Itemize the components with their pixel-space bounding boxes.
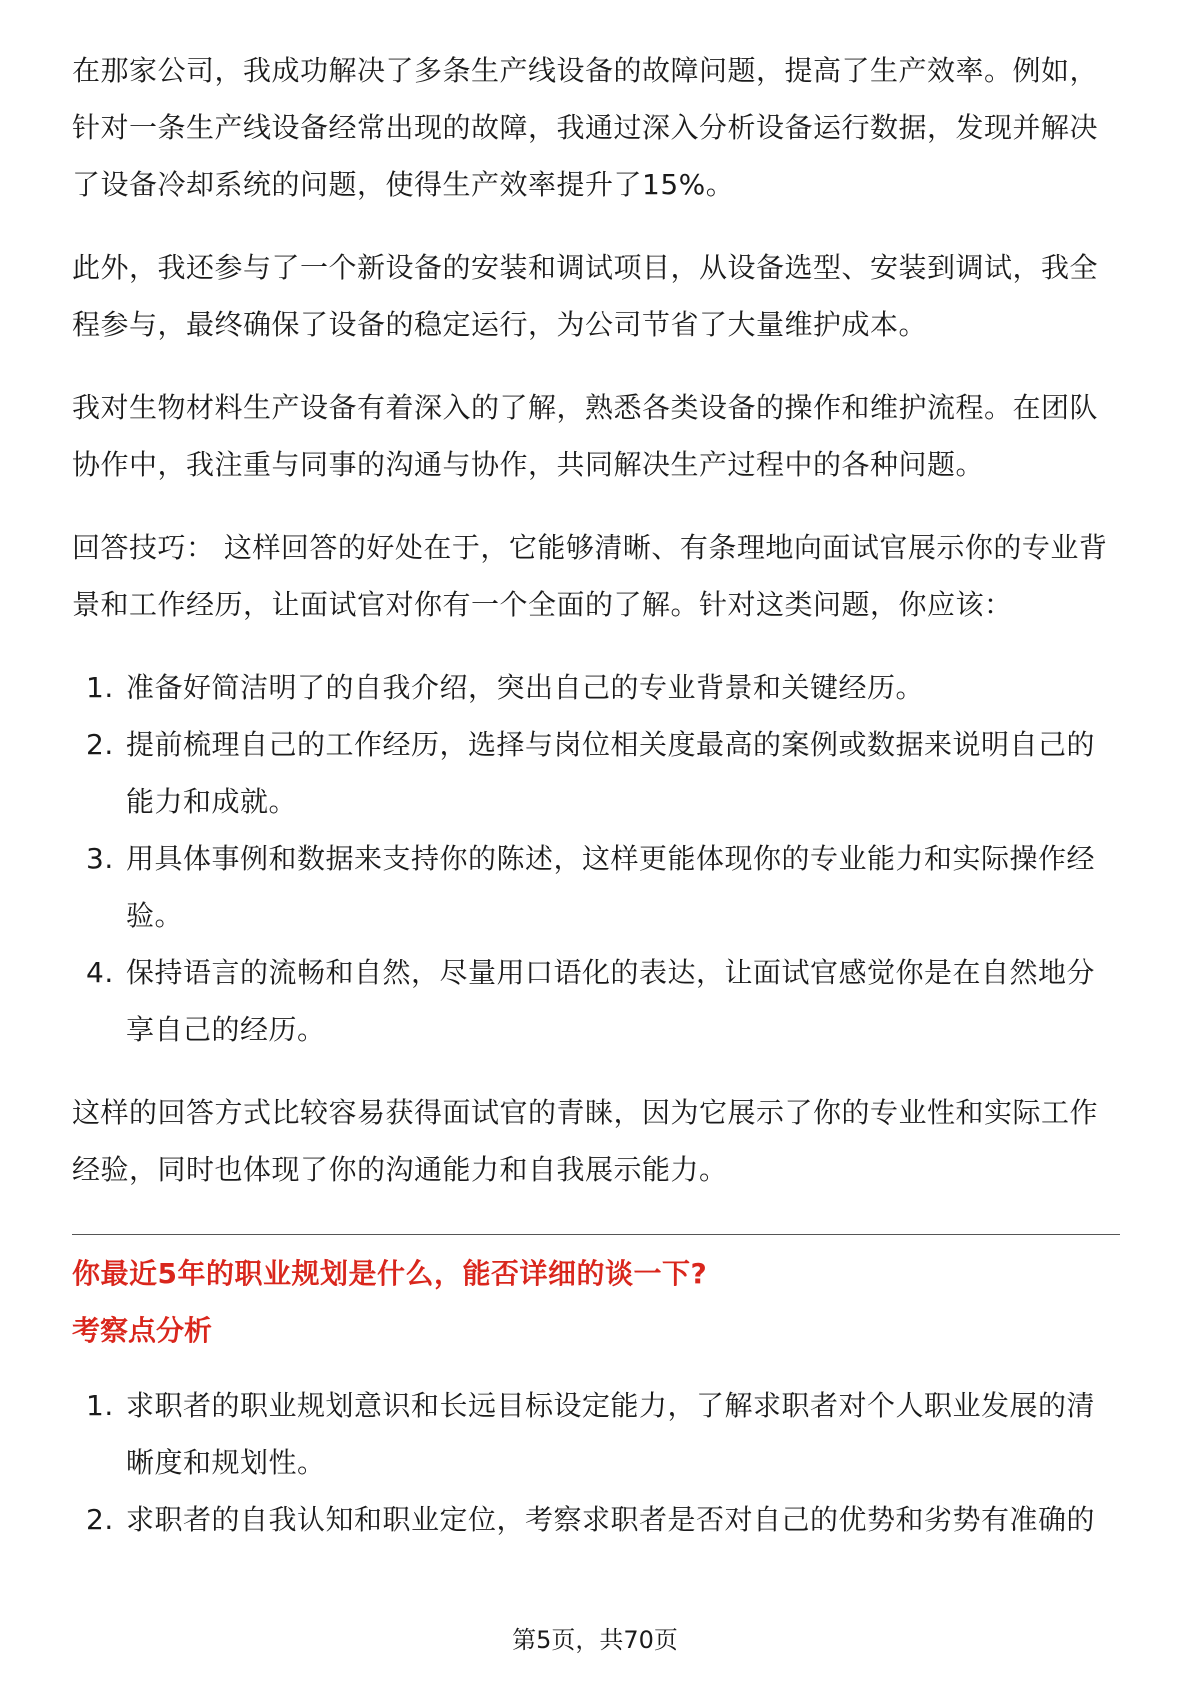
interview-question: 你最近5年的职业规划是什么，能否详细的谈一下? [72,1257,708,1290]
list-number: 1. [86,1389,114,1422]
list-number: 2. [86,728,114,761]
list-item [72,1377,1120,1491]
section-divider [72,1234,1120,1235]
paragraph-installation-project: 此外，我还参与了一个新设备的安装和调试项目，从设备选型、安装到调试，我全程参与，最终确保了设备的稳定运行，为公司节省了大量维护成本。 [72,251,1099,341]
list-item [72,659,1120,716]
document-page [72,42,1120,1574]
tips-list [72,659,1120,1058]
paragraph-closing: 这样的回答方式比较容易获得面试官的青睐，因为它展示了你的专业性和实际工作经验，同时也体现了你的沟通能力和自我展示能力。 [72,1096,1099,1186]
list-item-text: 提前梳理自己的工作经历，选择与岗位相关度最高的案例或数据来说明自己的能力和成就。 [126,728,1096,818]
list-number: 1. [86,671,114,704]
list-item-text: 用具体事例和数据来支持你的陈述，这样更能体现你的专业能力和实际操作经验。 [126,842,1096,932]
list-item [72,830,1120,944]
list-number: 2. [86,1503,114,1536]
list-item [72,944,1120,1058]
list-number: 4. [86,956,114,989]
list-item-text: 保持语言的流畅和自然，尽量用口语化的表达，让面试官感觉你是在自然地分享自己的经历。 [126,956,1096,1046]
analysis-title: 考察点分析 [72,1314,213,1347]
page-footer: 第5页，共70页 [512,1626,678,1654]
paragraph-equipment-knowledge: 我对生物材料生产设备有着深入的了解，熟悉各类设备的操作和维护流程。在团队协作中，我注重与同事的沟通与协作，共同解决生产过程中的各种问题。 [72,391,1099,481]
analysis-list [72,1377,1120,1548]
paragraph-company-achievement: 在那家公司，我成功解决了多条生产线设备的故障问题，提高了生产效率。例如，针对一条生产线设备经常出现的故障，我通过深入分析设备运行数据，发现并解决了设备冷却系统的问题，使得生产效率提升了15%。 [72,54,1099,201]
list-item [72,716,1120,830]
list-item-text: 求职者的职业规划意识和长远目标设定能力，了解求职者对个人职业发展的清晰度和规划性。 [126,1389,1096,1479]
list-number: 3. [86,842,114,875]
list-item-text: 准备好简洁明了的自我介绍，突出自己的专业背景和关键经历。 [126,671,925,704]
list-item [72,1491,1120,1548]
paragraph-answer-tips: 回答技巧： 这样回答的好处在于，它能够清晰、有条理地向面试官展示你的专业背景和工作经历，让面试官对你有一个全面的了解。针对这类问题，你应该： [72,531,1108,621]
list-item-text: 求职者的自我认知和职业定位，考察求职者是否对自己的优势和劣势有准确的 [126,1503,1096,1536]
